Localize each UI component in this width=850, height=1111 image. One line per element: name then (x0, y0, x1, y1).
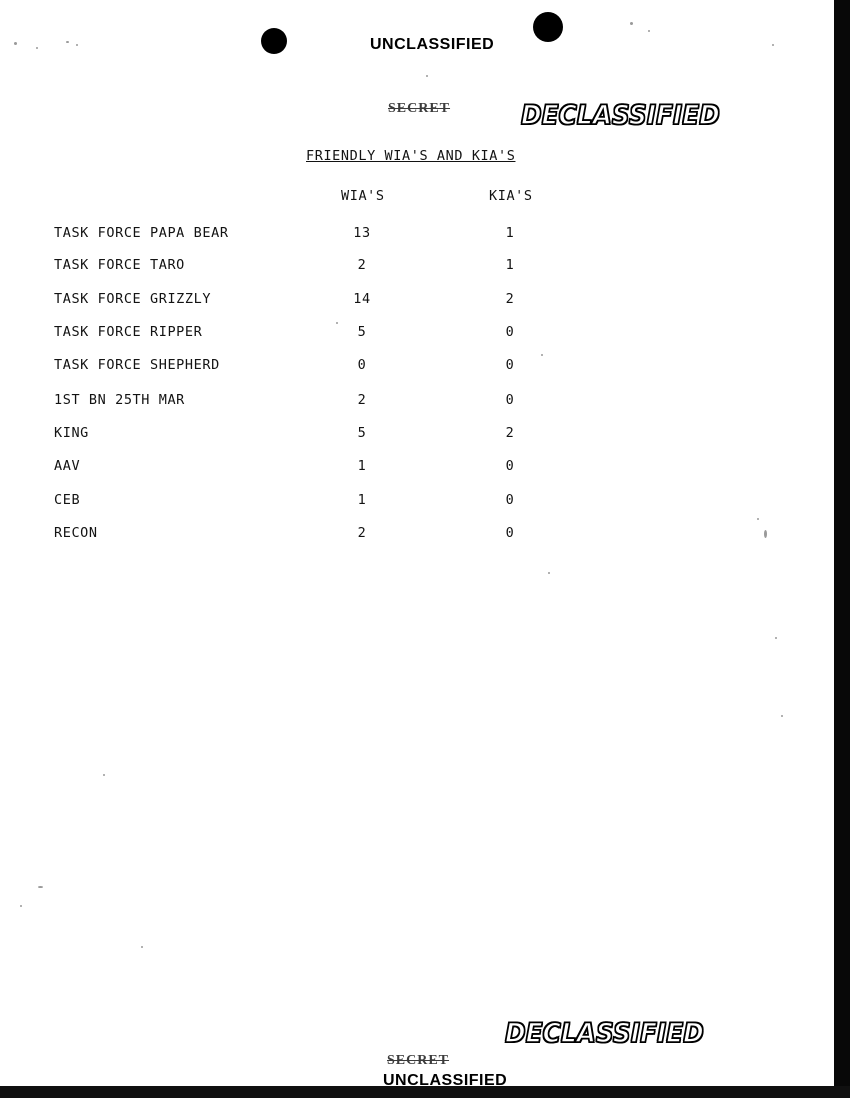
scan-speck (76, 44, 78, 46)
scan-speck (14, 42, 17, 45)
row-kia: 0 (505, 392, 515, 408)
scan-speck (764, 530, 767, 538)
scan-speck (648, 30, 650, 32)
bottom-classification-marking: UNCLASSIFIED (383, 1072, 508, 1089)
scan-speck (772, 44, 774, 46)
table-row (0, 357, 850, 389)
top-classification-marking: UNCLASSIFIED (370, 36, 495, 53)
row-kia: 0 (505, 324, 515, 340)
row-kia: 0 (505, 357, 515, 373)
scan-speck (20, 905, 22, 907)
row-unit: TASK FORCE GRIZZLY (54, 291, 212, 307)
table-row (0, 392, 850, 424)
row-wia: 1 (357, 492, 367, 508)
scan-speck (548, 572, 550, 574)
row-unit: RECON (54, 525, 98, 541)
row-kia: 0 (505, 458, 515, 474)
row-unit: CEB (54, 492, 81, 508)
row-wia: 14 (353, 291, 371, 307)
table-row (0, 458, 850, 490)
table-row (0, 425, 850, 457)
scan-speck (103, 774, 105, 776)
row-wia: 13 (353, 225, 371, 241)
row-wia: 0 (357, 357, 367, 373)
row-unit: TASK FORCE SHEPHERD (54, 357, 220, 373)
row-kia: 2 (505, 291, 515, 307)
row-kia: 2 (505, 425, 515, 441)
row-unit: AAV (54, 458, 81, 474)
scan-speck (426, 75, 428, 77)
column-header-kia: KIA'S (489, 188, 533, 204)
declassified-stamp-top: DECLASSIFIED (521, 100, 720, 131)
column-header-wia: WIA'S (341, 188, 385, 204)
scan-speck (38, 886, 43, 888)
scan-speck (36, 47, 38, 49)
row-unit: KING (54, 425, 89, 441)
row-kia: 0 (505, 492, 515, 508)
table-title: FRIENDLY WIA'S AND KIA'S (306, 148, 516, 164)
table-row (0, 291, 850, 323)
table-row (0, 525, 850, 557)
row-kia: 1 (505, 225, 515, 241)
row-wia: 2 (357, 392, 367, 408)
row-wia: 5 (357, 425, 367, 441)
row-kia: 0 (505, 525, 515, 541)
row-wia: 5 (357, 324, 367, 340)
scan-speck (775, 637, 777, 639)
table-row (0, 257, 850, 289)
table-row (0, 492, 850, 524)
row-unit: 1ST BN 25TH MAR (54, 392, 185, 408)
scan-speck (630, 22, 633, 25)
table-row (0, 225, 850, 257)
row-kia: 1 (505, 257, 515, 273)
scan-speck (141, 946, 143, 948)
secret-stamp-top: SECRET (388, 101, 451, 116)
scan-speck (757, 518, 759, 520)
scan-speck (781, 715, 783, 717)
row-wia: 2 (357, 257, 367, 273)
declassified-stamp-bottom: DECLASSIFIED (505, 1018, 704, 1049)
table-row (0, 324, 850, 356)
row-wia: 1 (357, 458, 367, 474)
secret-stamp-bottom: SECRET (387, 1053, 450, 1068)
scan-speck (541, 354, 543, 356)
row-wia: 2 (357, 525, 367, 541)
row-unit: TASK FORCE TARO (54, 257, 185, 273)
scan-speck (66, 41, 69, 43)
row-unit: TASK FORCE PAPA BEAR (54, 225, 229, 241)
row-unit: TASK FORCE RIPPER (54, 324, 203, 340)
scan-speck (336, 322, 338, 324)
